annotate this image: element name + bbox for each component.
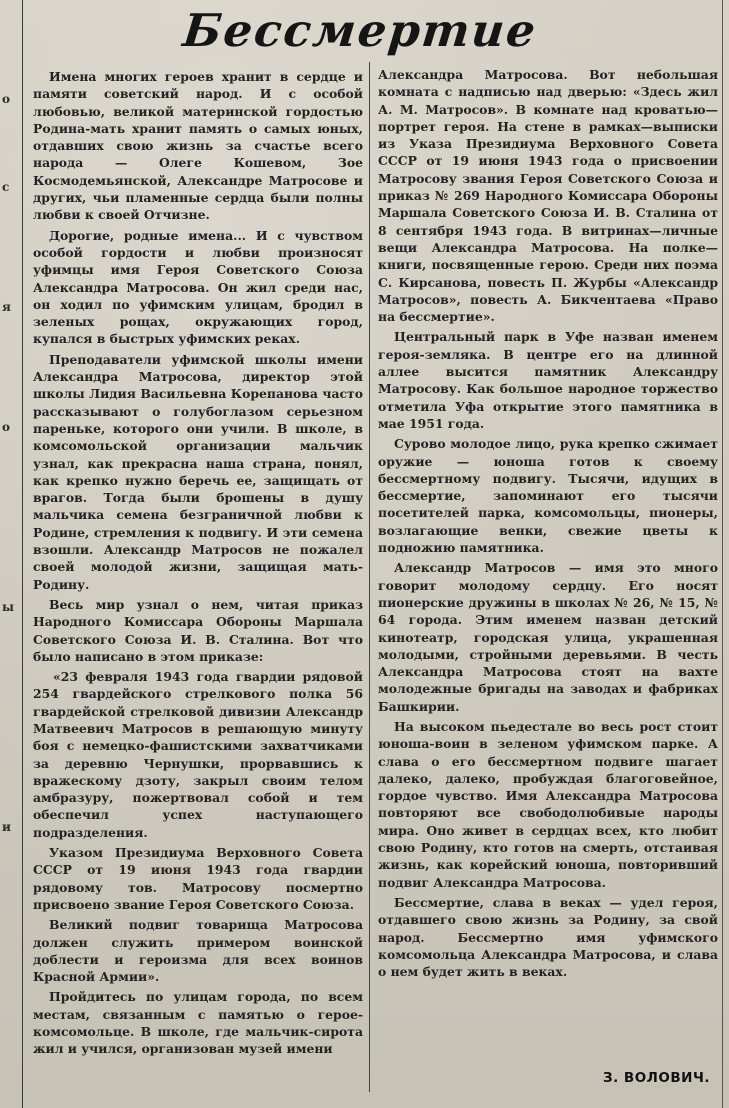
article-title: Бессмертие: [180, 4, 540, 57]
paragraph: Центральный парк в Уфе назван именем героя-земляка. В центре его на длинной аллее высится памятник Александру Матросову. Как большое народное торжество отметила Уфа открытие этого памятника в мае 1951 года.: [378, 329, 718, 431]
paragraph: Весь мир узнал о нем, читая приказ Народного Комиссара Обороны Маршала Советского Союза И. В. Сталина. Вот что было написано в этом приказе:: [33, 596, 363, 664]
left-column: [33, 68, 363, 1061]
paragraph: Имена многих героев хранит в сердце и памяти советский народ. И с особой любовью, великой материнской гордостью Родина-мать хранит память о самых юных, отдавших свою жизнь за счастье всего народа — Олеге Кошевом, Зое Космодемьянской, Александре Матросове и других, чьи пламенные сердца были полны любви к своей Отчизне.: [33, 69, 363, 223]
author-signature: З. ВОЛОВИЧ.: [603, 1070, 711, 1086]
edge-fragment: я: [2, 300, 11, 314]
edge-fragment: с: [2, 180, 10, 194]
paragraph: На высоком пьедестале во весь рост стоит юноша-воин в зеленом уфимском парке. А слава о его бессмертном подвиге шагает далеко, далеко, пробуждая благоговейное, гордое чувство. Имя Александра Матросова повторяют все свободолюбивые народы мира. Оно живет в сердцах всех, кто любит свою Родину, кто готов на смерть, отстаивая жизнь, как корейский юноша, повторивший подвиг Александра Матросова.: [378, 718, 718, 890]
adjacent-column-edge: [0, 0, 23, 1108]
paragraph: Бессмертие, слава в веках — удел героя, отдавшего свою жизнь за Родину, за свой народ. Бессмертно имя уфимского комсомольца Александра Матросова, и слава о нем будет жить в веках.: [378, 894, 718, 980]
column-divider: [369, 62, 370, 1092]
quoted-order-paragraph: Великий подвиг товарища Матросова должен служить примером воинской доблести и героизма для всех воинов Красной Армии».: [33, 917, 363, 985]
quoted-order-paragraph: Указом Президиума Верховного Совета СССР от 19 июня 1943 года гвардии рядовому тов. Матросову посмертно присвоено звание Героя Советского Союза.: [33, 845, 363, 912]
edge-fragment: о: [2, 420, 11, 434]
paragraph: Александра Матросова. Вот небольшая комната с надписью над дверью: «Здесь жил А. М. Матросов». В комнате над кроватью—портрет героя. На стене в рамках—выписки из Указа Президиума Верховного Совета СССР от 19 июня 1943 года о присвоении Матросову звания Героя Советского Союза и приказ № 269 Народного Комиссара Обороны Маршала Советского Союза И. В. Сталина от 8 сентября 1943 года. В витринах—личные вещи Александра Матросова. На полке—книги, посвященные герою. Среди них поэма С. Кирсанова, повесть П. Журбы «Александр Матросов», повесть А. Бикчентаева «Право на бессмертие».: [378, 67, 718, 325]
paragraph: Пройдитесь по улицам города, по всем местам, связанным с памятью о герое-комсомольце. В школе, где мальчик-сирота жил и учился, организован музей имени: [33, 989, 363, 1057]
page-edge-line: [722, 0, 723, 1108]
edge-fragment: о: [2, 92, 11, 106]
edge-fragment: и: [2, 820, 11, 834]
right-column: [378, 66, 718, 983]
paragraph: Преподаватели уфимской школы имени Александра Матросова, директор этой школы Лидия Васильевна Корепанова часто рассказывают о голубоглазом серьезном пареньке, которого они учили. В школе, в комсомольской организации мальчик узнал, как прекрасна наша страна, понял, как крепко нужно беречь ее, защищать от врагов. Тогда были брошены в душу мальчика семена безграничной любви к Родине, стремления к подвигу. И эти семена взошли. Александр Матросов не пожалел своей молодой жизни, защищая мать-Родину.: [33, 351, 363, 592]
paragraph: Дорогие, родные имена... И с чувством особой гордости и любви произносят уфимцы имя Героя Советского Союза Александра Матросова. Он жил среди нас, он ходил по уфимским улицам, бродил в зеленых рощах, окружающих город, купался в быстрых уфимских реках.: [33, 227, 363, 347]
paragraph: Александр Матросов — имя это много говорит молодому сердцу. Его носят пионерские дружины в школах № 26, № 15, № 64 города. Этим именем назван детский кинотеатр, городская улица, украшенная молодыми, стройными деревьями. В честь Александра Матросова стоят на вахте молодежные бригады на заводах и фабриках Башкирии.: [378, 560, 718, 714]
paragraph: Сурово молодое лицо, рука крепко сжимает оружие — юноша готов к своему бессмертному подвигу. Тысячи, идущих в бессмертие, запоминают его тысячи посетителей парка, комсомольцы, пионеры, возлагающие венки, свежие цветы к подножию памятника.: [378, 436, 718, 556]
edge-fragment: ы: [2, 600, 15, 614]
quoted-order-paragraph: «23 февраля 1943 года гвардии рядовой 254 гвардейского стрелкового полка 56 гвардейской стрелковой дивизии Александр Матвеевич Матросов в решающую минуту боя с немецко-фашистскими захватчиками за деревню Чернушки, прорвавшись к вражескому дзоту, закрыл своим телом амбразуру, пожертвовал собой и тем обеспечил успех наступающего подразделения.: [33, 669, 363, 840]
